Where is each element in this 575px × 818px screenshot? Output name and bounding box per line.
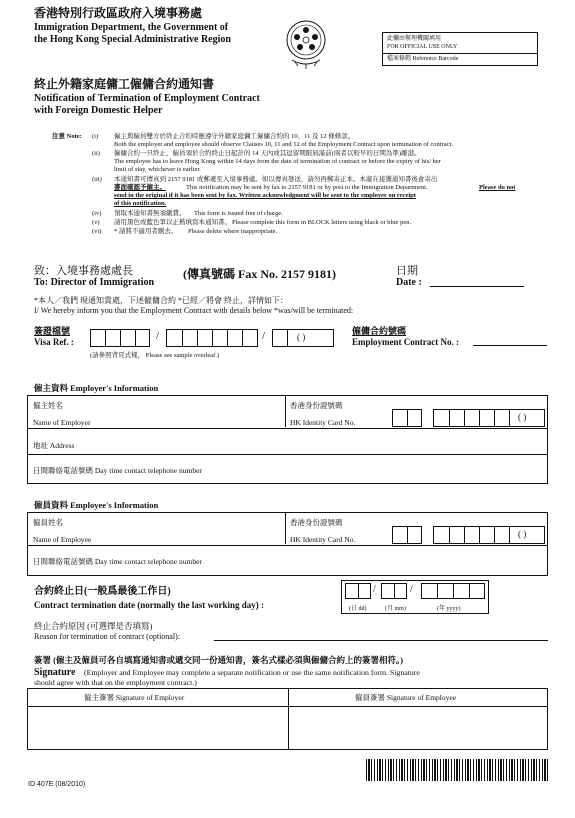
visa-ref-separator-2: / — [262, 330, 266, 342]
date-label-zh: 日期 — [396, 265, 418, 277]
termination-date-separator-2: / — [410, 584, 413, 595]
signature-note-en: (Employer and Employee may complete a separate notification or use the same notification form. Signature — [84, 668, 420, 677]
note-2-en: The employee has to leave Hong Kong within 14 days from the date of termination of contract or before the expiry of his/ her — [114, 158, 441, 165]
employee-name-label-en: Name of Employee — [33, 535, 92, 544]
visa-ref-part3-input[interactable] — [272, 329, 334, 347]
note-2-en2: limit of stay, whichever is earlier. — [114, 166, 201, 173]
day-format-label: (日 dd) — [349, 606, 367, 612]
note-6-num: (vi) — [92, 228, 102, 235]
employee-section-heading: 僱員資料 Employee's Information — [34, 500, 159, 510]
termination-day-input[interactable] — [345, 583, 371, 599]
employer-name-label-zh: 僱主姓名 — [33, 401, 63, 410]
visa-ref-label-en: Visa Ref. : — [34, 337, 74, 347]
note-5-en: Please complete this form in BLOCK letters using black or blue pen. — [232, 219, 412, 226]
reason-label-en: Reason for termination of contract (optional): — [34, 632, 180, 641]
note-6-zh: * 請將不適用者刪去。 — [114, 228, 178, 235]
signature-note-zh: 簽署 (僱主及僱員可各自填寫通知書或遞交同一份通知書，簽名式樣必須與僱傭合約上的簽署相符。) — [34, 655, 404, 665]
to-director-en: To: Director of Immigration — [34, 277, 155, 288]
form-id: ID 407E (08/2010) — [28, 781, 86, 788]
form-title-en-line1: Notification of Termination of Employment Contract — [34, 93, 260, 104]
employee-hkid-label-en: HK Identity Card No. — [290, 535, 356, 544]
form-title-zh: 終止外籍家庭傭工僱傭合約通知書 — [34, 77, 215, 91]
employee-hkid-label-zh: 香港身份證號碼 — [290, 518, 343, 527]
year-format-label: (年 yyyy) — [437, 606, 461, 612]
employer-hkid-digits-input[interactable] — [433, 409, 545, 427]
inform-en: I/ We hereby inform you that the Employment Contract with details below *was/will be terminated: — [34, 306, 354, 315]
official-use-label-en: FOR OFFICIAL USE ONLY — [387, 44, 458, 50]
department-name-zh: 香港特別行政區政府入境事務處 — [34, 6, 203, 20]
termination-date-label-en: Contract termination date (normally the last working day) : — [34, 600, 264, 610]
employer-signature-field[interactable] — [28, 706, 287, 749]
visa-ref-separator-1: / — [156, 330, 160, 342]
department-name-en-line2: the Hong Kong Special Administrative Region — [34, 34, 231, 45]
visa-ref-note: (請參照背頁式樣， Please see sample overleaf.) — [90, 352, 220, 359]
contract-no-input-line[interactable] — [473, 345, 547, 346]
hksar-emblem — [282, 16, 330, 72]
employer-hkid-check-digit: ( ) — [518, 412, 527, 422]
employer-signature-label: 僱主簽署 Signature of Employer — [84, 693, 185, 702]
fax-number: (傳真號碼 Fax No. 2157 9181) — [183, 267, 336, 281]
employer-phone-label: 日間聯絡電話號碼 Day time contact telephone number — [33, 466, 202, 475]
note-5-zh: 請用黑色或藍色筆以正楷填寫本通知書。 — [114, 219, 231, 226]
note-3-num: (iii) — [92, 176, 102, 183]
employee-phone-label: 日間聯絡電話號碼 Day time contact telephone number — [33, 557, 202, 566]
contract-no-label-en: Employment Contract No. : — [352, 337, 459, 347]
employer-hkid-prefix-input[interactable] — [392, 409, 422, 427]
signature-note-en2: should agree with that on the employment contract.) — [34, 678, 197, 687]
official-use-box — [382, 32, 538, 66]
note-3-en-bold: Please do not — [479, 184, 516, 191]
termination-date-label-zh: 合約終止日(一般爲最後工作日) — [34, 586, 171, 597]
employee-hkid-digits-input[interactable] — [433, 526, 545, 544]
visa-ref-part1-input[interactable] — [90, 329, 150, 347]
date-input-line[interactable] — [430, 286, 524, 287]
employee-name-label-zh: 僱員姓名 — [33, 518, 63, 527]
note-3-en: This notification may be sent by fax to 2157 9181 or by post to the Immigration Department. — [186, 184, 428, 191]
note-2-zh: 僱傭合約一旦終止，僱員須於合約終止日起計的 14 天內或其逗留期限屆滿前(兩者以較早的日期為準)離港。 — [114, 150, 421, 157]
note-3-en3: of this notification. — [114, 200, 167, 207]
employer-section-heading: 僱主資料 Employer's Information — [34, 383, 159, 393]
employee-hkid-check-digit: ( ) — [518, 529, 527, 539]
note-1-num: (i) — [92, 133, 99, 140]
note-1-zh: 僱主與僱員雙方於終止合約時應遵守外籍家庭傭工僱傭合約的 10、11 及 12 條條款。 — [114, 133, 355, 140]
to-director-zh: 致：入境事務處處長 — [34, 265, 133, 277]
reason-input-line[interactable] — [214, 640, 548, 641]
note-3-zh: 本通知書可傳真到 2157 9181 或郵遞至入境事務處。如以傳真發送，請勿再郵寄正本。本處在接獲通知書後會寄出 — [114, 176, 438, 183]
month-format-label: (月 mm) — [385, 606, 406, 612]
employer-hkid-label-zh: 香港身份證號碼 — [290, 401, 343, 410]
form-title-en-line2: with Foreign Domestic Helper — [34, 105, 163, 116]
employer-address-label: 地址 Address — [33, 441, 75, 450]
reference-barcode-label: 檔案條碼 Reference Barcode — [387, 56, 459, 62]
employee-signature-field[interactable] — [289, 706, 547, 749]
termination-date-separator-1: / — [373, 584, 376, 595]
signature-heading-en: Signature — [34, 667, 76, 678]
contract-no-label-zh: 僱傭合約號碼 — [352, 326, 407, 336]
visa-ref-part2-input[interactable] — [166, 329, 258, 347]
note-5-num: (v) — [92, 219, 100, 226]
note-3-en2: send in the original if it has been sent by fax. Written acknowledgment will be sent to the employer on receipt — [114, 192, 416, 199]
termination-year-input[interactable] — [421, 583, 485, 599]
note-4-zh: 領取本通知書無須繳費。 — [114, 210, 186, 217]
reason-label-zh: 終止合約原因 (可選擇是否填寫) — [34, 621, 153, 631]
termination-month-input[interactable] — [381, 583, 407, 599]
note-2-num: (ii) — [92, 150, 100, 157]
inform-zh: *本人／我們 現通知貴處，下述僱傭合約 *已經／將會 終止，詳情如下： — [34, 296, 288, 305]
employee-signature-label: 僱員簽署 Signature of Employee — [355, 693, 457, 702]
employee-info-table — [27, 512, 548, 576]
note-1-en: Both the employer and employee should observe Clauses 10, 11 and 12 of the Employment Contract upon termination of contract. — [114, 141, 453, 148]
visa-ref-label-zh: 簽證檔號 — [34, 326, 71, 336]
note-4-en: This form is issued free of charge. — [194, 210, 283, 217]
employee-hkid-prefix-input[interactable] — [392, 526, 422, 544]
official-use-label-zh: 此欄由辦理機關填用 — [387, 36, 442, 42]
employer-hkid-label-en: HK Identity Card No. — [290, 418, 356, 427]
note-4-num: (iv) — [92, 210, 102, 217]
visa-ref-check-digit: ( ) — [297, 332, 306, 342]
department-name-en-line1: Immigration Department, the Government of — [34, 22, 229, 33]
note-3-zh2: 書面確認予僱主。 — [114, 184, 166, 191]
reference-barcode — [366, 759, 548, 781]
note-6-en: Please delete where inappropriate. — [188, 228, 278, 235]
date-label-en: Date : — [396, 277, 422, 288]
employer-name-label-en: Name of Employer — [33, 418, 91, 427]
notes-label: 注意 Note: — [52, 133, 82, 140]
